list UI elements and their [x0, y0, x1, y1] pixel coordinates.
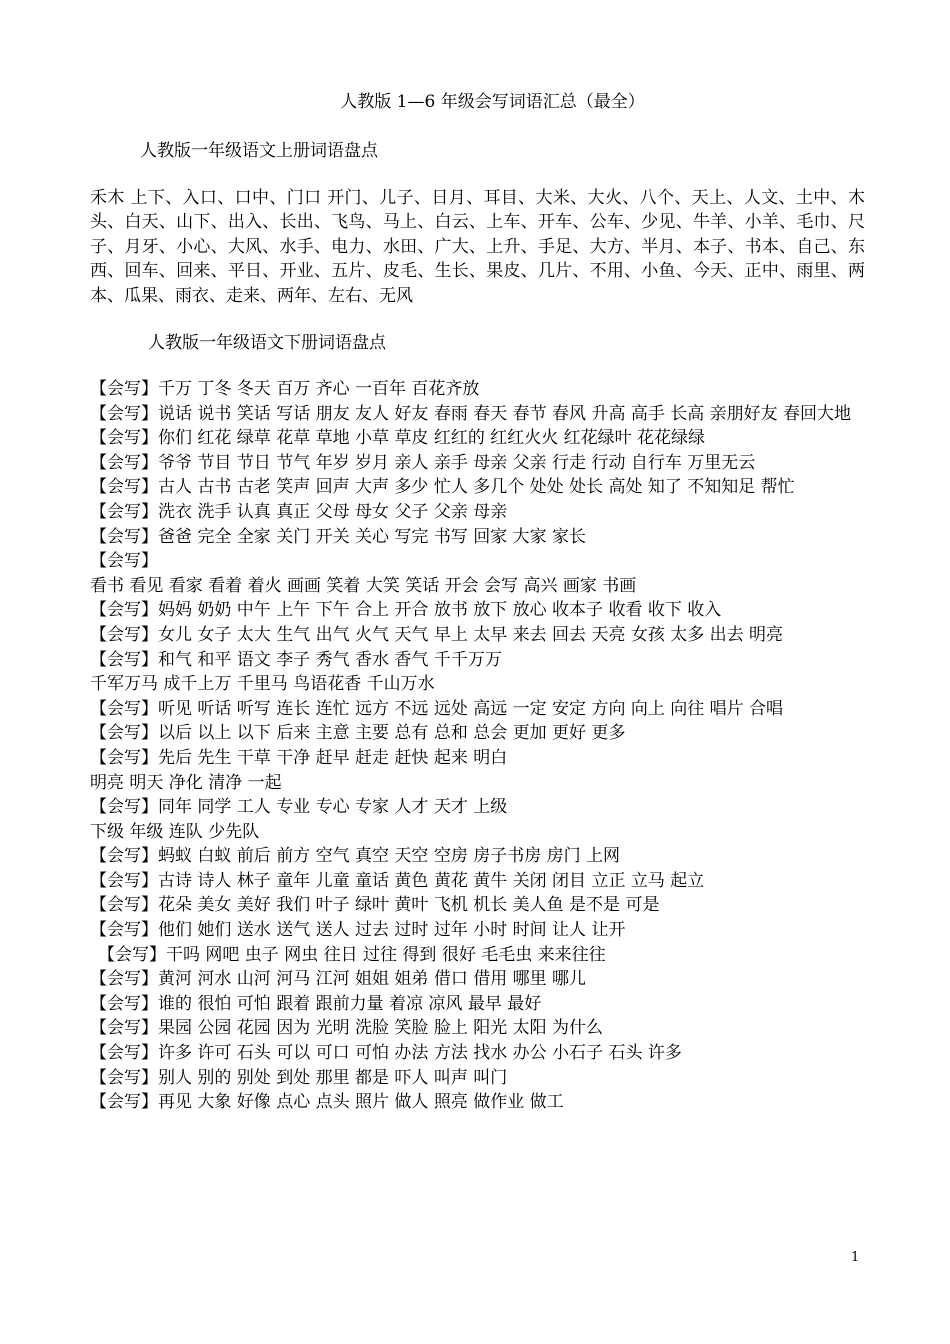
- word-line: 【会写】先后 先生 干草 干净 赶早 赶走 赶快 起来 明白: [90, 747, 508, 768]
- section-text-grade1-vol1: 禾木 上下、入口、口中、门口 开门、儿子、日月、耳目、大米、大火、八个、天上、人文、土中、木头、白天、山下、出入、长出、飞鸟、马上、白云、上车、开车、公车、少见、牛羊、小羊、毛巾、尺子、月牙、小心、大风、水手、电力、水田、广大、上升、手足、大方、半月、本子、书本、自己、东西、回车、回来、平日、开业、五片、皮毛、生长、果皮、几片、不用、小鱼、今天、正中、雨里、两本、瓜果、雨衣、走来、两年、左右、无风: [90, 188, 865, 306]
- word-line: 【会写】再见 大象 好像 点心 点头 照片 做人 照亮 做作业 做工: [90, 1092, 564, 1113]
- word-line: 【会写】: [90, 551, 158, 572]
- word-line: 明亮 明天 净化 清净 一起: [90, 772, 282, 793]
- word-line: 【会写】古人 古书 古老 笑声 回声 大声 多少 忙人 多几个 处处 处长 高处 知了 不知知足 帮忙: [90, 477, 795, 498]
- word-line: 千军万马 成千上万 千里马 鸟语花香 千山万水: [90, 674, 435, 695]
- page-number: 1: [851, 1250, 860, 1265]
- word-line: 【会写】爷爷 节目 节日 节气 年岁 岁月 亲人 亲手 母亲 父亲 行走 行动 自行车 万里无云: [90, 452, 756, 473]
- word-line: 【会写】爸爸 完全 全家 关门 开关 关心 写完 书写 回家 大家 家长: [90, 526, 587, 547]
- section-title-grade1-vol2: 人教版一年级语文下册词语盘点: [148, 333, 386, 353]
- word-line: 下级 年级 连队 少先队: [90, 821, 260, 842]
- word-line: 【会写】他们 她们 送水 送气 送人 过去 过时 过年 小时 时间 让人 让开: [90, 920, 626, 941]
- word-line: 【会写】花朵 美女 美好 我们 叶子 绿叶 黄叶 飞机 机长 美人鱼 是不是 可是: [90, 895, 660, 916]
- word-line: 【会写】黄河 河水 山河 河马 江河 姐姐 姐弟 借口 借用 哪里 哪儿: [90, 969, 587, 990]
- word-line: 【会写】你们 红花 绿草 花草 草地 小草 草皮 红红的 红红火火 红花绿叶 花花绿绿: [90, 428, 706, 449]
- word-line: 【会写】和气 和平 语文 李子 秀气 香水 香气 千千万万: [90, 649, 502, 670]
- word-line: 看书 看见 看家 看着 着火 画画 笑着 大笑 笑话 开会 会写 高兴 画家 书画: [90, 575, 637, 596]
- section-title-grade1-vol1: 人教版一年级语文上册词语盘点: [140, 141, 378, 161]
- word-line: 【会写】干吗 网吧 虫子 网虫 往日 过往 得到 很好 毛毛虫 来来往往: [98, 944, 606, 965]
- word-line: 【会写】蚂蚁 白蚁 前后 前方 空气 真空 天空 空房 房子书房 房门 上网: [90, 846, 621, 867]
- word-line: 【会写】千万 丁冬 冬天 百万 齐心 一百年 百花齐放: [90, 379, 480, 399]
- word-line: 【会写】女儿 女子 太大 生气 出气 火气 天气 早上 太早 来去 回去 天亮 女孩 太多 出去 明亮: [90, 624, 784, 645]
- word-line: 【会写】别人 别的 别处 到处 那里 都是 吓人 叫声 叫门: [90, 1067, 508, 1088]
- document-title: 人教版 1—6 年级会写词语汇总（最全）: [340, 92, 645, 112]
- word-list-grade1-vol2: [90, 377, 870, 1115]
- word-line: 【会写】听见 听话 听写 连长 连忙 远方 不远 远处 高远 一定 安定 方向 向上 向往 唱片 合唱: [90, 698, 784, 719]
- word-line: 【会写】洗衣 洗手 认真 真正 父母 母女 父子 父亲 母亲: [90, 501, 508, 522]
- word-line: 【会写】妈妈 奶奶 中午 上午 下午 合上 开合 放书 放下 放心 收本子 收看 收下 收入: [90, 600, 722, 621]
- word-line: 【会写】说话 说书 笑话 写话 朋友 友人 好友 春雨 春天 春节 春风 升高 高手 长高 亲朋好友 春回大地: [90, 403, 852, 424]
- word-line: 【会写】以后 以上 以下 后来 主意 主要 总有 总和 总会 更加 更好 更多: [90, 723, 626, 744]
- word-line: 【会写】同年 同学 工人 专业 专心 专家 人才 天才 上级: [90, 797, 508, 818]
- word-line: 【会写】果园 公园 花园 因为 光明 洗脸 笑脸 脸上 阳光 太阳 为什么: [90, 1018, 604, 1039]
- word-line: 【会写】古诗 诗人 林子 童年 儿童 童话 黄色 黄花 黄牛 关闭 闭目 立正 立马 起立: [90, 870, 705, 891]
- word-line: 【会写】谁的 很怕 可怕 跟着 跟前力量 着凉 凉风 最早 最好: [90, 993, 542, 1014]
- word-line: 【会写】许多 许可 石头 可以 可口 可怕 办法 方法 找水 办公 小石子 石头 许多: [90, 1043, 682, 1064]
